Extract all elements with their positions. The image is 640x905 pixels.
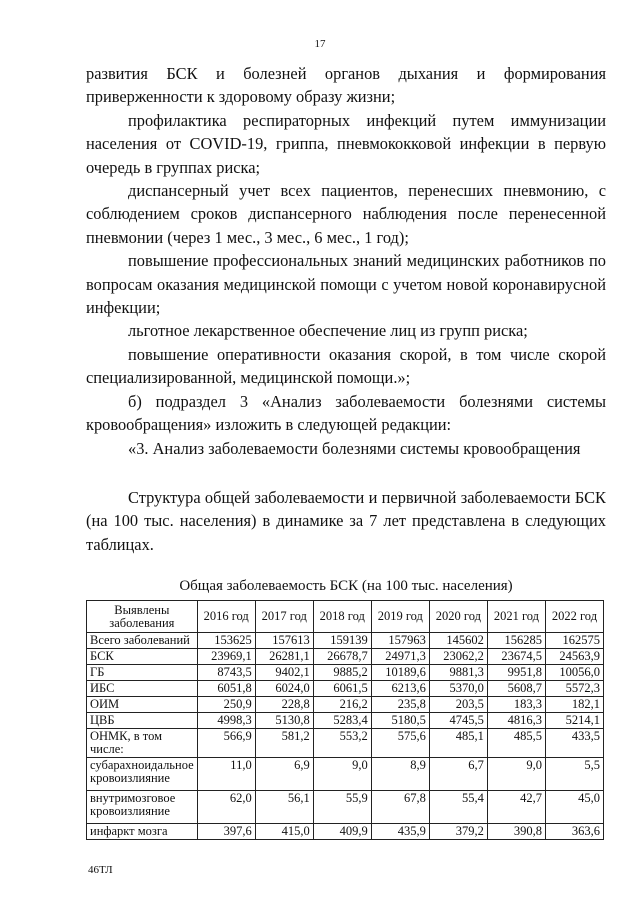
cell-value: 24563,9 [545,649,603,665]
section-heading: «3. Анализ заболеваемости болезнями системы кровообращения [128,438,581,458]
cell-value: 55,9 [313,791,371,824]
cell-value: 183,3 [487,697,545,713]
cell-value: 9881,3 [429,665,487,681]
paragraph-continuation: развития БСК и болезней органов дыхания и формирования приверженности к здоровому образу жизни; [86,64,606,107]
cell-value: 11,0 [197,758,255,791]
cell-value: 250,9 [197,697,255,713]
row-label: Всего заболеваний [87,633,198,649]
cell-value: 145602 [429,633,487,649]
cell-value: 379,2 [429,824,487,840]
cell-value: 390,8 [487,824,545,840]
table-row [87,665,604,681]
paragraph-subsection-b: б) подраздел 3 «Анализ заболеваемости болезнями системы кровообращения» изложить в следующей редакции: [86,391,606,435]
footer-code: 46ТЛ [88,864,113,876]
table-row [87,681,604,697]
cell-value: 581,2 [255,729,313,758]
cell-value: 9885,2 [313,665,371,681]
cell-value: 9951,8 [487,665,545,681]
cell-value: 67,8 [371,791,429,824]
cell-value: 153625 [197,633,255,649]
body-text [86,62,606,556]
cell-value: 23674,5 [487,649,545,665]
cell-value: 433,5 [545,729,603,758]
cell-value: 26281,1 [255,649,313,665]
cell-value: 4998,3 [197,713,255,729]
cell-value: 485,1 [429,729,487,758]
paragraph-emergency-care: повышение оперативности оказания скорой, в том числе скорой специализированной, медицинской помощи.»; [86,344,606,388]
table-row [87,633,604,649]
cell-value: 26678,7 [313,649,371,665]
header-year: 2019 год [371,601,429,633]
cell-value: 5370,0 [429,681,487,697]
cell-value: 216,2 [313,697,371,713]
table-row [87,758,604,791]
paragraph-professional-training: повышение профессиональных знаний медицинских работников по вопросам оказания медицинской помощи с учетом новой коронавирусной инфекции; [86,251,606,318]
cell-value: 6024,0 [255,681,313,697]
cell-value: 182,1 [545,697,603,713]
table-row [87,791,604,824]
cell-value: 55,4 [429,791,487,824]
cell-value: 156285 [487,633,545,649]
cell-value: 159139 [313,633,371,649]
cell-value: 5,5 [545,758,603,791]
cell-value: 4816,3 [487,713,545,729]
header-year: 2018 год [313,601,371,633]
cell-value: 5214,1 [545,713,603,729]
table-header-row [87,601,604,633]
row-label: ГБ [87,665,198,681]
page-number: 17 [314,38,326,50]
table-title: Общая заболеваемость БСК (на 100 тыс. населения) [179,578,513,594]
table-row [87,729,604,758]
row-label: ОИМ [87,697,198,713]
cell-value: 5608,7 [487,681,545,697]
cell-value: 23969,1 [197,649,255,665]
cell-value: 435,9 [371,824,429,840]
cell-value: 397,6 [197,824,255,840]
cell-value: 203,5 [429,697,487,713]
cell-value: 9402,1 [255,665,313,681]
cell-value: 8743,5 [197,665,255,681]
header-year: 2016 год [197,601,255,633]
table-row [87,649,604,665]
cell-value: 6,7 [429,758,487,791]
cell-value: 9,0 [487,758,545,791]
paragraph-dispensary-registration: диспансерный учет всех пациентов, перенесших пневмонию, с соблюдением сроков диспансерного наблюдения после перенесенной пневмонии (через 1 мес., 3 мес., 6 мес., 1 год); [86,181,606,247]
cell-value: 24971,3 [371,649,429,665]
row-label: ЦВБ [87,713,198,729]
row-label: субарахноидальное кровоизлияние [87,758,198,791]
cell-value: 157613 [255,633,313,649]
header-year: 2017 год [255,601,313,633]
cell-value: 10189,6 [371,665,429,681]
paragraph-structure-intro: Структура общей заболеваемости и первичной заболеваемости БСК (на 100 тыс. населения) в динамике за 7 лет представлена в следующих таблицах. [86,487,606,554]
cell-value: 8,9 [371,758,429,791]
table-row [87,824,604,840]
cell-value: 10056,0 [545,665,603,681]
cell-value: 9,0 [313,758,371,791]
row-label: внутримозговое кровоизлияние [87,791,198,824]
cell-value: 485,5 [487,729,545,758]
cell-value: 56,1 [255,791,313,824]
row-label: инфаркт мозга [87,824,198,840]
cell-value: 5130,8 [255,713,313,729]
cell-value: 5572,3 [545,681,603,697]
row-label: БСК [87,649,198,665]
table-row [87,713,604,729]
cell-value: 415,0 [255,824,313,840]
cell-value: 409,9 [313,824,371,840]
cell-value: 575,6 [371,729,429,758]
cell-value: 566,9 [197,729,255,758]
table-row [87,697,604,713]
header-year: 2021 год [487,601,545,633]
row-label: ИБС [87,681,198,697]
row-label: ОНМК, в том числе: [87,729,198,758]
cell-value: 235,8 [371,697,429,713]
cell-value: 5283,4 [313,713,371,729]
cell-value: 553,2 [313,729,371,758]
cell-value: 363,6 [545,824,603,840]
cell-value: 228,8 [255,697,313,713]
cell-value: 6213,6 [371,681,429,697]
cell-value: 5180,5 [371,713,429,729]
cell-value: 162575 [545,633,603,649]
cell-value: 157963 [371,633,429,649]
morbidity-table [86,600,604,840]
paragraph-drug-provision: льготное лекарственное обеспечение лиц из групп риска; [128,321,528,341]
cell-value: 6,9 [255,758,313,791]
header-diseases: Выявлены заболевания [87,601,198,633]
cell-value: 23062,2 [429,649,487,665]
paragraph-respiratory-prevention: профилактика респираторных инфекций путем иммунизации населения от COVID-19, гриппа, пневмококковой инфекции в первую очередь в группах риска; [86,110,606,177]
cell-value: 4745,5 [429,713,487,729]
cell-value: 42,7 [487,791,545,824]
cell-value: 6061,5 [313,681,371,697]
cell-value: 45,0 [545,791,603,824]
header-year: 2022 год [545,601,603,633]
cell-value: 62,0 [197,791,255,824]
cell-value: 6051,8 [197,681,255,697]
header-year: 2020 год [429,601,487,633]
